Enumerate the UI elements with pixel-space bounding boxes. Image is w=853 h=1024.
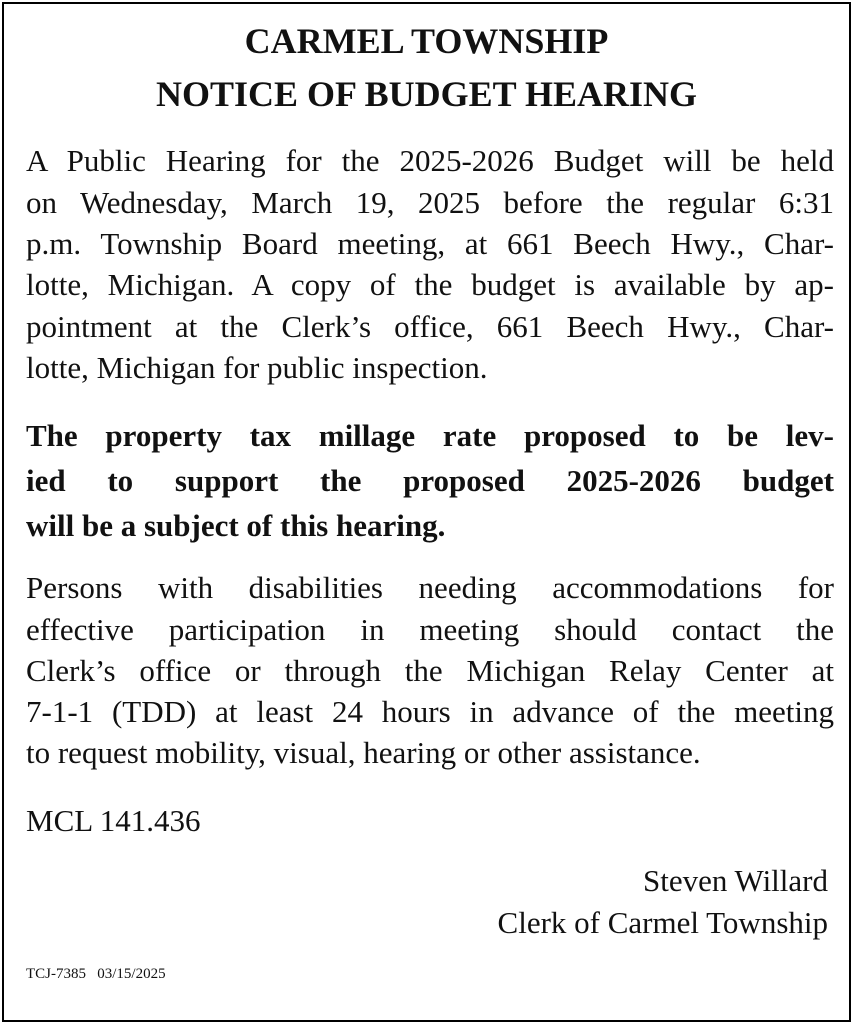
notice-title-hearing: NOTICE OF BUDGET HEARING xyxy=(155,74,698,114)
paragraph-line: lotte, Michigan. A copy of the budget is available by ap- xyxy=(26,267,834,302)
paragraph-line: Clerk’s office or through the Michigan Relay Center at xyxy=(26,653,834,688)
paragraph-line: to request mobility, visual, hearing or other assistance. xyxy=(26,735,701,770)
paragraph-line: 7-1-1 (TDD) at least 24 hours in advance of the meeting xyxy=(26,694,834,729)
bold-paragraph-line: ied to support the proposed 2025-2026 budget xyxy=(26,463,834,498)
paragraph-line: lotte, Michigan for public inspection. xyxy=(26,350,488,385)
paragraph-line: on Wednesday, March 19, 2025 before the regular 6:31 xyxy=(26,185,834,220)
paragraph-line: effective participation in meeting should contact the xyxy=(26,612,834,647)
reference-code: TCJ-7385 xyxy=(26,966,86,982)
paragraph-line: A Public Hearing for the 2025-2026 Budget will be held xyxy=(26,143,834,178)
paragraph-line: p.m. Township Board meeting, at 661 Beech Hwy., Char- xyxy=(26,226,834,261)
signature-name: Steven Willard xyxy=(642,863,828,898)
legal-notice xyxy=(2,2,851,1022)
reference-date: 03/15/2025 xyxy=(97,966,166,982)
notice-title-township: CARMEL TOWNSHIP xyxy=(244,21,609,61)
bold-paragraph-line: will be a subject of this hearing. xyxy=(26,508,446,543)
statute-reference: MCL 141.436 xyxy=(26,803,201,838)
signature-title: Clerk of Carmel Township xyxy=(497,905,828,940)
publication-reference xyxy=(26,965,166,983)
paragraph-line: pointment at the Clerk’s office, 661 Beech Hwy., Char- xyxy=(26,309,834,344)
paragraph-line: Persons with disabilities needing accommodations for xyxy=(26,570,834,605)
bold-paragraph-line: The property tax millage rate proposed to be lev- xyxy=(26,418,834,453)
